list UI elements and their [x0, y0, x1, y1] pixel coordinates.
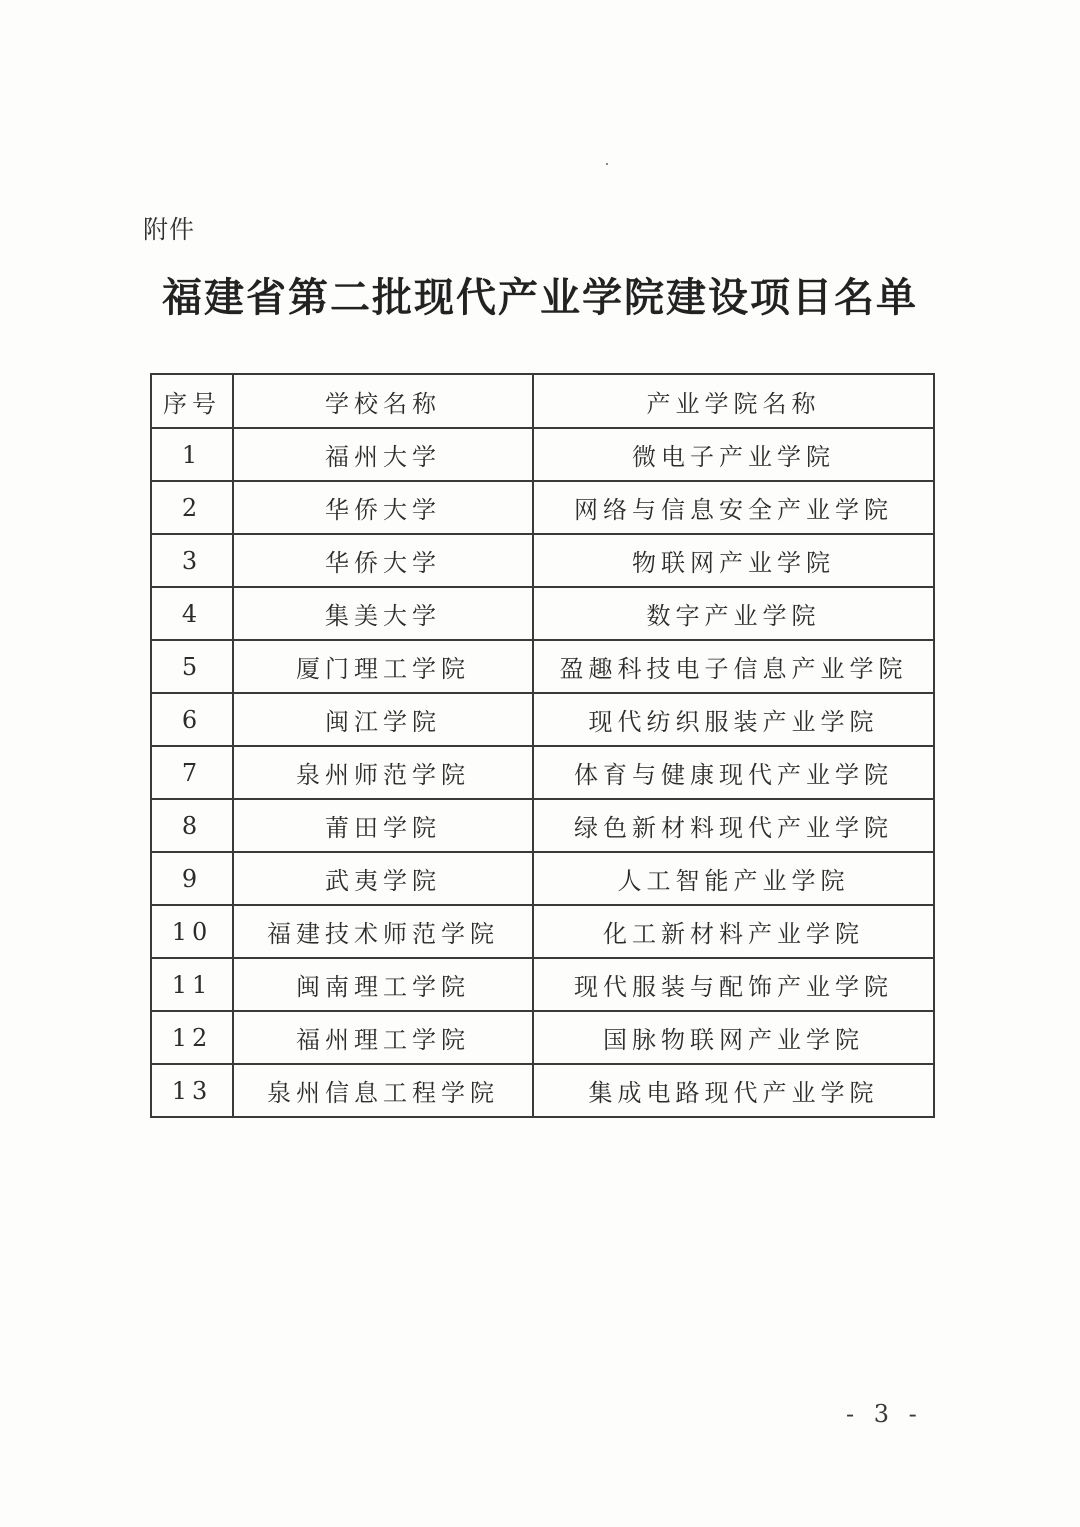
attachment-label: 附件 [143, 215, 196, 244]
header-school-name: 学校名称 [233, 374, 533, 428]
table-row [151, 799, 934, 852]
row-school: 福建技术师范学院 [233, 905, 533, 958]
scan-speck [606, 163, 608, 165]
row-index: 9 [151, 852, 233, 905]
table-row [151, 640, 934, 693]
row-index: 10 [151, 905, 233, 958]
row-school: 厦门理工学院 [233, 640, 533, 693]
row-college: 化工新材料产业学院 [533, 905, 934, 958]
row-school: 闽江学院 [233, 693, 533, 746]
row-college: 绿色新材料现代产业学院 [533, 799, 934, 852]
row-college: 数字产业学院 [533, 587, 934, 640]
row-index: 2 [151, 481, 233, 534]
row-college: 现代服装与配饰产业学院 [533, 958, 934, 1011]
row-school: 福州理工学院 [233, 1011, 533, 1064]
table-row [151, 1011, 934, 1064]
row-school: 武夷学院 [233, 852, 533, 905]
table-row [151, 693, 934, 746]
row-school: 泉州信息工程学院 [233, 1064, 533, 1117]
document-title: 福建省第二批现代产业学院建设项目名单 [162, 275, 918, 321]
college-list-table [150, 373, 935, 1118]
row-school: 福州大学 [233, 428, 533, 481]
row-school: 莆田学院 [233, 799, 533, 852]
row-index: 5 [151, 640, 233, 693]
row-college: 体育与健康现代产业学院 [533, 746, 934, 799]
table-row [151, 1064, 934, 1117]
row-school: 华侨大学 [233, 534, 533, 587]
page-number: - 3 - [846, 1400, 923, 1428]
row-college: 网络与信息安全产业学院 [533, 481, 934, 534]
table-row [151, 852, 934, 905]
header-index: 序号 [151, 374, 233, 428]
row-index: 6 [151, 693, 233, 746]
row-college: 物联网产业学院 [533, 534, 934, 587]
row-index: 1 [151, 428, 233, 481]
table-row [151, 428, 934, 481]
row-college: 人工智能产业学院 [533, 852, 934, 905]
row-index: 11 [151, 958, 233, 1011]
row-school: 闽南理工学院 [233, 958, 533, 1011]
row-index: 12 [151, 1011, 233, 1064]
table-row [151, 905, 934, 958]
header-college-name: 产业学院名称 [533, 374, 934, 428]
table-row [151, 534, 934, 587]
row-index: 4 [151, 587, 233, 640]
row-college: 现代纺织服装产业学院 [533, 693, 934, 746]
row-school: 泉州师范学院 [233, 746, 533, 799]
row-index: 7 [151, 746, 233, 799]
table-row [151, 746, 934, 799]
row-college: 微电子产业学院 [533, 428, 934, 481]
row-college: 集成电路现代产业学院 [533, 1064, 934, 1117]
table-header-row [151, 374, 934, 428]
row-school: 集美大学 [233, 587, 533, 640]
row-index: 3 [151, 534, 233, 587]
row-index: 13 [151, 1064, 233, 1117]
table-row [151, 958, 934, 1011]
row-index: 8 [151, 799, 233, 852]
row-college: 国脉物联网产业学院 [533, 1011, 934, 1064]
row-college: 盈趣科技电子信息产业学院 [533, 640, 934, 693]
row-school: 华侨大学 [233, 481, 533, 534]
table-row [151, 587, 934, 640]
table-row [151, 481, 934, 534]
